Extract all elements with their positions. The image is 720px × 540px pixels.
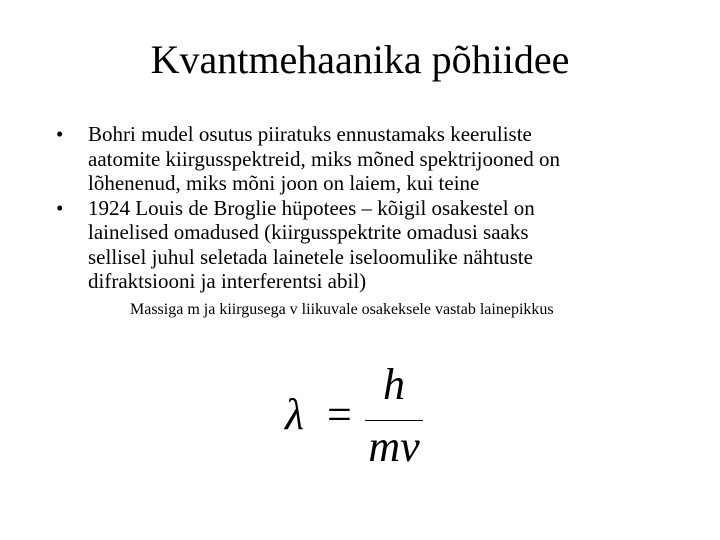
bullet-line: sellisel juhul seletada lainetele iseloomulike nähtuste: [88, 244, 533, 269]
bullet-line: lainelised omadused (kiirgusspektrite omadusi saaks: [88, 220, 529, 244]
bullet-line: 1924 Louis de Broglie hüpotees – kõigil osakestel on: [88, 195, 535, 220]
bullet-line: Bohri mudel osutus piiratuks ennustamaks keeruliste: [88, 122, 532, 146]
bullet-icon: •: [56, 195, 64, 220]
formula-denominator: mv: [368, 422, 420, 471]
formula-lambda: λ: [285, 390, 305, 439]
bullet-list: [56, 122, 676, 294]
bullet-item-de-broglie: [56, 196, 676, 294]
slide-title: Kvantmehaanika põhiidee: [150, 37, 570, 82]
bullet-icon: •: [56, 122, 64, 146]
sub-note: Massiga m ja kiirgusega v liikuvale osakeksele vastab lainepikkus: [130, 301, 554, 318]
formula-equals: =: [327, 390, 352, 439]
de-broglie-formula: [285, 360, 435, 470]
bullet-line: lõhenenud, miks mõni joon on laiem, kui teine: [88, 171, 480, 195]
bullet-line: aatomite kiirgusspektreid, miks mõned spektrijooned on: [88, 146, 561, 171]
formula-numerator: h: [383, 360, 405, 409]
bullet-item-bohr-model: [56, 122, 676, 196]
bullet-line: difraktsiooni ja interferentsi abil): [88, 269, 367, 293]
fraction-bar: [365, 420, 423, 421]
